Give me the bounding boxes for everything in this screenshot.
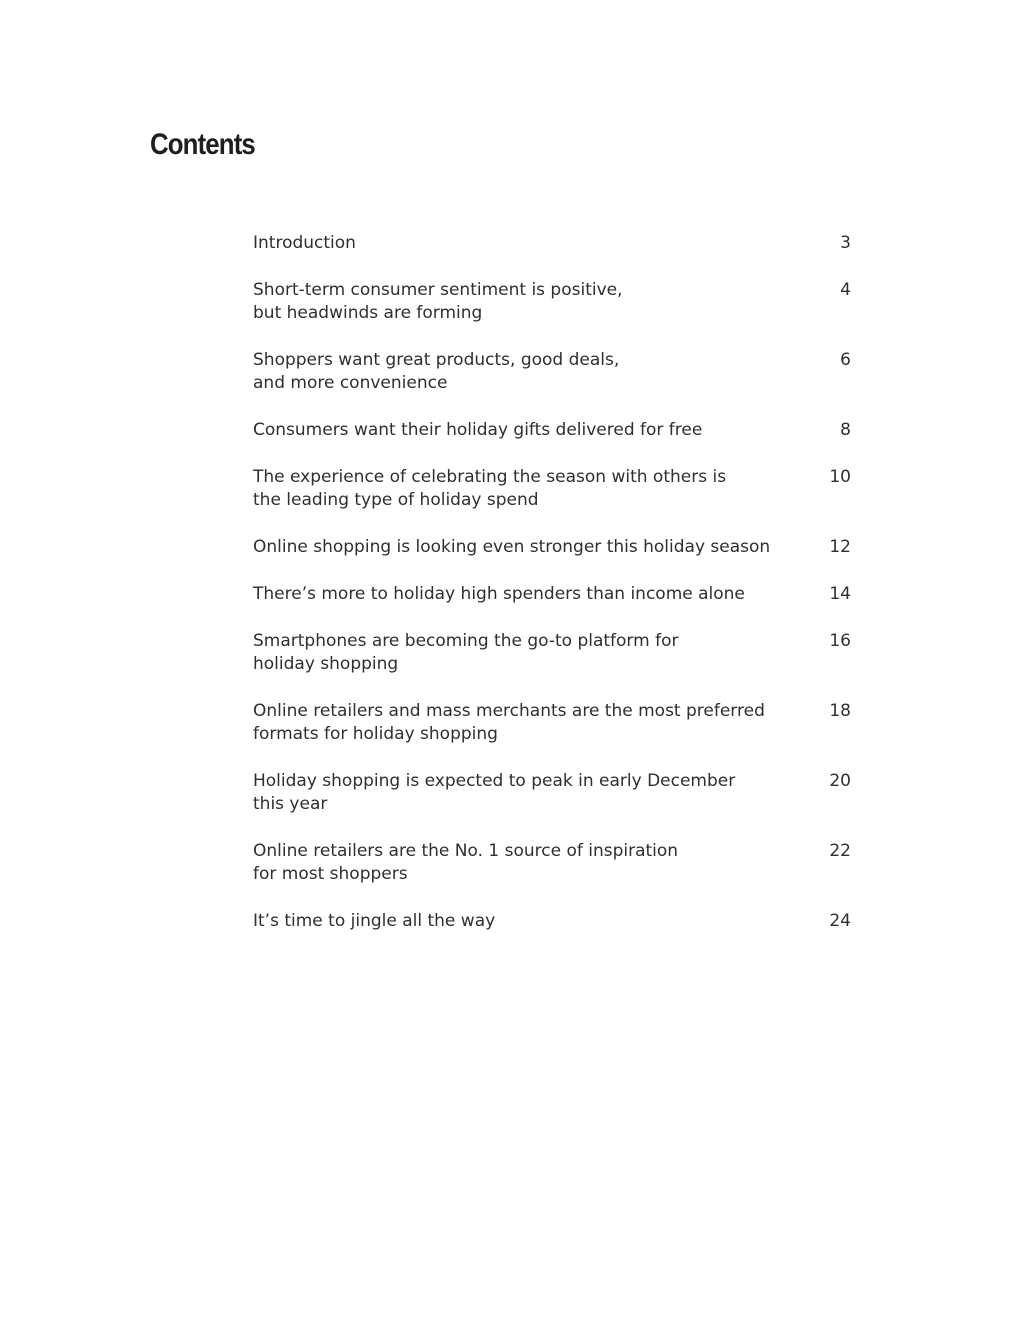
- toc-entry-page-number: 10: [829, 467, 851, 487]
- table-of-contents: [253, 232, 851, 957]
- toc-entry-celebrating-experience[interactable]: [253, 466, 851, 512]
- toc-entry-title: Online retailers and mass merchants are the most preferred formats for holiday shopping: [253, 701, 765, 744]
- toc-entry-page-number: 4: [840, 280, 851, 300]
- toc-entry-page-number: 12: [829, 537, 851, 557]
- toc-entry-preferred-formats[interactable]: [253, 700, 851, 746]
- toc-entry-jingle-all-the-way[interactable]: [253, 910, 851, 933]
- toc-entry-introduction[interactable]: [253, 232, 851, 255]
- toc-entry-page-number: 20: [829, 771, 851, 791]
- toc-entry-title: There’s more to holiday high spenders than income alone: [253, 584, 745, 604]
- toc-entry-title: Online retailers are the No. 1 source of inspiration for most shoppers: [253, 841, 679, 884]
- toc-entry-peak-december[interactable]: [253, 770, 851, 816]
- toc-entry-shoppers-want[interactable]: [253, 349, 851, 395]
- toc-entry-page-number: 22: [829, 841, 851, 861]
- toc-entry-page-number: 8: [840, 420, 851, 440]
- toc-entry-page-number: 3: [840, 233, 851, 253]
- toc-entry-consumer-sentiment[interactable]: [253, 279, 851, 325]
- toc-entry-page-number: 24: [829, 911, 851, 931]
- toc-entry-page-number: 6: [840, 350, 851, 370]
- toc-entry-online-shopping[interactable]: [253, 536, 851, 559]
- toc-entry-smartphones[interactable]: [253, 630, 851, 676]
- toc-entry-page-number: 16: [829, 631, 851, 651]
- toc-entry-high-spenders[interactable]: [253, 583, 851, 606]
- page-title: Contents: [150, 128, 255, 161]
- toc-entry-title: The experience of celebrating the season with others is the leading type of holiday spend: [253, 467, 727, 510]
- toc-entry-title: Smartphones are becoming the go-to platform for holiday shopping: [253, 631, 679, 674]
- toc-entry-title: Consumers want their holiday gifts delivered for free: [253, 420, 703, 440]
- toc-entry-title: It’s time to jingle all the way: [253, 911, 496, 931]
- toc-entry-title: Holiday shopping is expected to peak in early December this year: [253, 771, 736, 814]
- toc-entry-title: Online shopping is looking even stronger this holiday season: [253, 537, 771, 557]
- toc-entry-title: Shoppers want great products, good deals, and more convenience: [253, 350, 620, 393]
- toc-entry-title: Short-term consumer sentiment is positive, but headwinds are forming: [253, 280, 623, 323]
- toc-entry-source-of-inspiration[interactable]: [253, 840, 851, 886]
- toc-entry-title: Introduction: [253, 233, 356, 253]
- toc-entry-page-number: 18: [829, 701, 851, 721]
- toc-entry-page-number: 14: [829, 584, 851, 604]
- toc-entry-free-delivery[interactable]: [253, 419, 851, 442]
